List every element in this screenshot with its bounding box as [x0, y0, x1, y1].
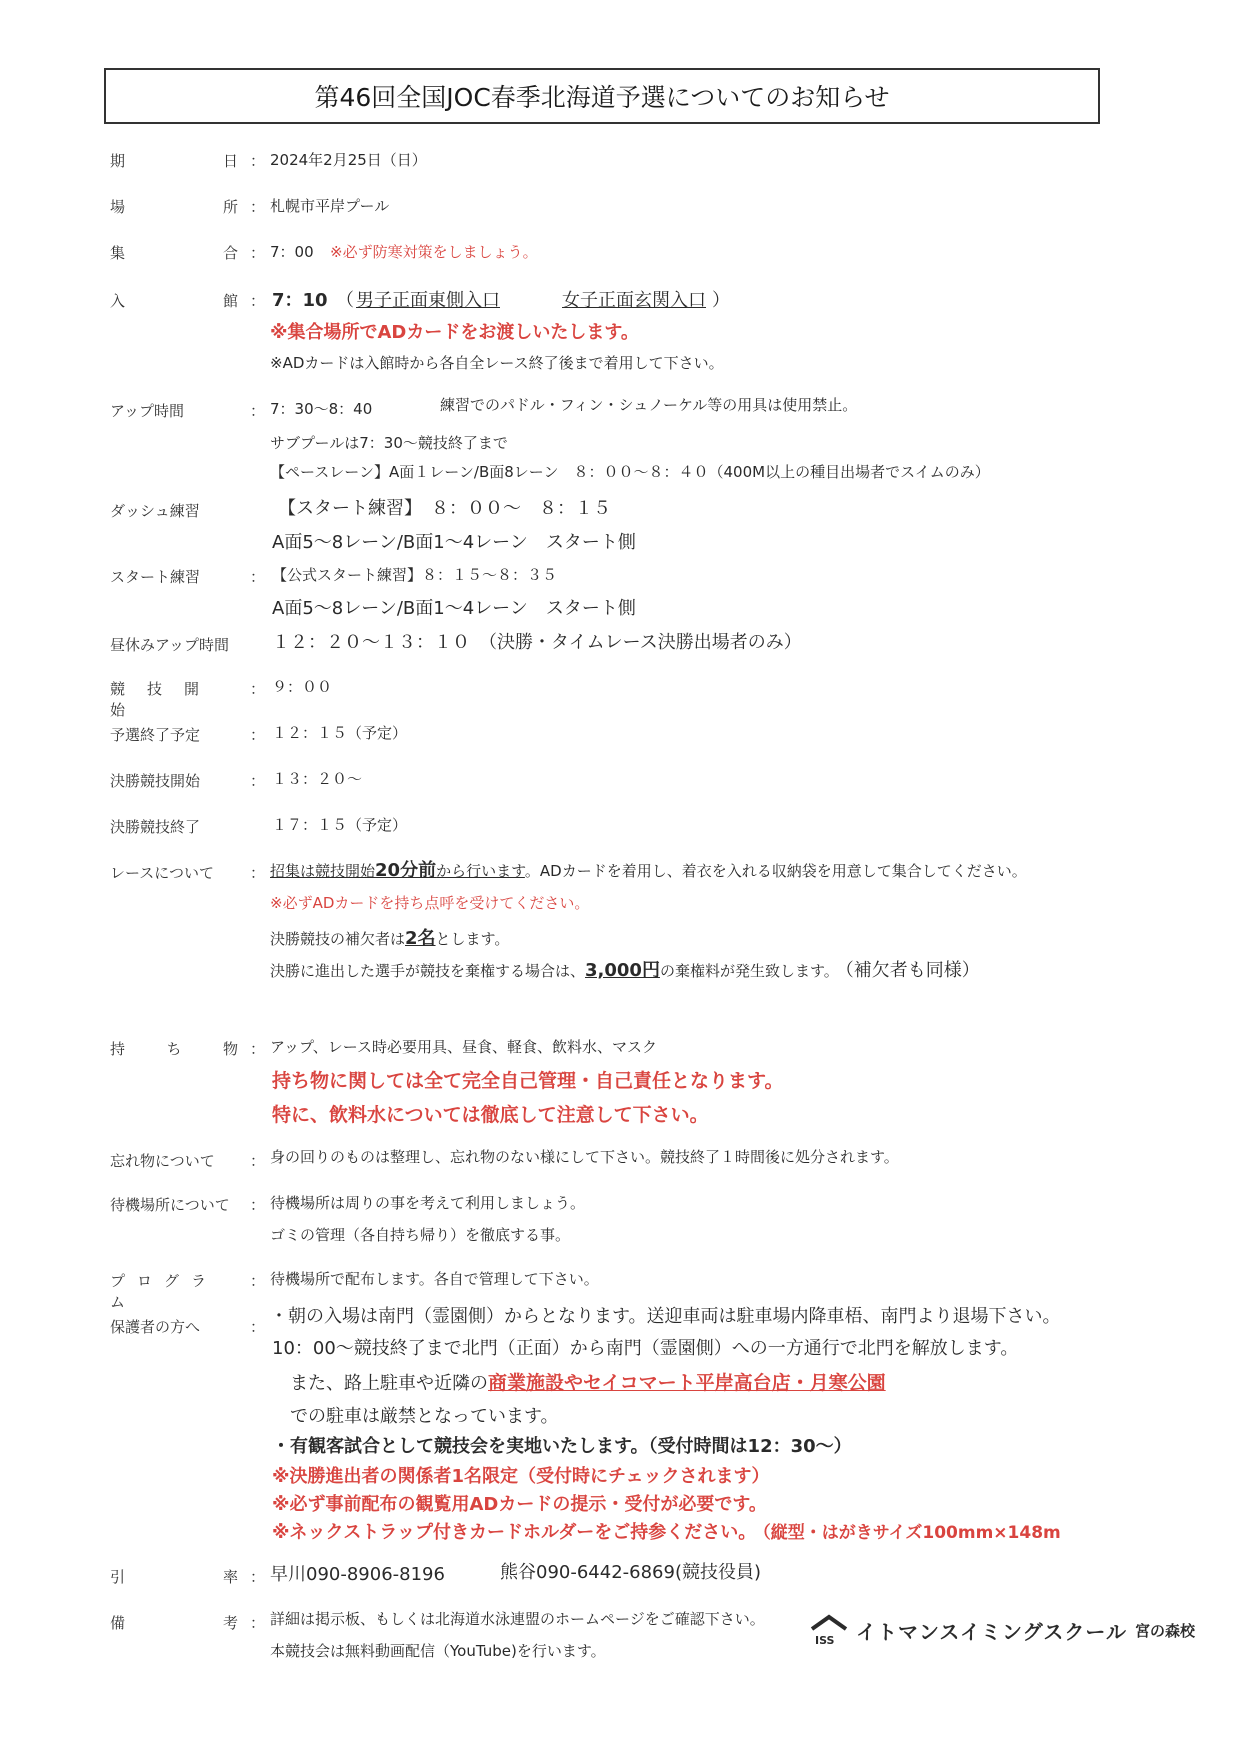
date-value: 2024年2月25日（日） [270, 151, 427, 169]
leader-contact-1: 早川090-8906-8196 [270, 1564, 445, 1585]
entry-note-red: ※集合場所でADカードをお渡しいたします。 [270, 322, 639, 343]
waiting-line-1: 待機場所は周りの事を考えて利用しましょう。 [270, 1194, 586, 1212]
leader-contact-2: 熊谷090-6442-6869(競技役員) [500, 1562, 762, 1583]
page-title: 第46回全国JOC春季北海道予選についてのお知らせ [104, 68, 1100, 124]
house-icon [810, 1613, 848, 1647]
warmup-rule: 練習でのパドル・フィン・シュノーケル等の用具は使用禁止。 [440, 396, 858, 414]
label-waiting: 待機場所について [110, 1196, 230, 1214]
lost-value: 身の回りのものは整理し、忘れ物のない様にして下さい。競技終了１時間後に処分されます。 [270, 1148, 899, 1166]
label-entry: 入 館 [110, 292, 238, 310]
colon: ： [250, 1040, 266, 1058]
label-notes: 備 考 [110, 1614, 238, 1632]
colon: ： [250, 292, 266, 310]
start-title: 【公式スタート練習】８：１５～８：３５ [272, 566, 558, 584]
items-warning-1: 持ち物に関しては全て完全自己管理・自己責任となります。 [272, 1070, 784, 1092]
entry-time: 7：10 [272, 290, 328, 311]
school-logo [810, 1610, 1195, 1650]
start-lanes: A面5～8レーン/B面1～4レーン スタート側 [272, 598, 636, 619]
label-start: スタート練習 [110, 568, 201, 586]
lunch-value: １２：２０～１３：１０ （決勝・タイムレース決勝出場者のみ） [272, 632, 802, 653]
colon: ： [250, 244, 266, 262]
colon: ： [250, 1318, 266, 1336]
race-line-3: 決勝競技の補欠者は2名とします。 [270, 928, 510, 949]
final-end-value: １７：１５（予定） [272, 816, 408, 834]
entry-close-paren: ） [712, 290, 730, 311]
place-value: 札幌市平岸プール [270, 197, 390, 215]
colon: ： [250, 1272, 266, 1290]
label-leader: 引 率 [110, 1568, 238, 1586]
notes-line-2: 本競技会は無料動画配信（YouTube)を行います。 [270, 1642, 606, 1660]
label-warmup: アップ時間 [110, 402, 184, 420]
colon: ： [250, 864, 266, 882]
label-final-end: 決勝競技終了 [110, 818, 201, 836]
colon: ： [250, 680, 266, 698]
label-comp-start: 競技開始 [110, 680, 222, 719]
guardians-line-7: ※必ず事前配布の観覧用ADカードの提示・受付が必要です。 [272, 1494, 767, 1515]
colon: ： [250, 568, 266, 586]
race-line-1: 招集は競技開始20分前から行います。ADカードを着用し、着衣を入れる収納袋を用意して集合してください。 [270, 860, 1027, 881]
program-value: 待機場所で配布します。各自で管理して下さい。 [270, 1270, 599, 1288]
label-lunch: 昼休みアップ時間 [110, 636, 229, 654]
colon: ： [250, 1152, 266, 1170]
label-guardians: 保護者の方へ [110, 1318, 201, 1336]
label-place: 場 所 [110, 198, 238, 216]
race-line-2: ※必ずADカードを持ち点呼を受けてください。 [270, 894, 590, 912]
entry-note: ※ADカードは入館時から各自全レース終了後まで着用して下さい。 [270, 354, 724, 372]
comp-start-value: ９：００ [272, 678, 333, 696]
guardians-line-1: ・朝の入場は南門（霊園側）からとなります。送迎車両は駐車場内降車梧、南門より退場下さい。 [270, 1306, 1061, 1327]
guardians-line-6: ※決勝進出者の関係者1名限定（受付時にチェックされます） [272, 1466, 770, 1487]
label-lost: 忘れ物について [110, 1152, 215, 1170]
colon: ： [250, 772, 266, 790]
items-warning-2: 特に、飲料水については徹底して注意して下さい。 [272, 1104, 709, 1126]
items-list: アップ、レース時必要用具、昼食、軽食、飲料水、マスク [270, 1038, 658, 1056]
waiting-line-2: ゴミの管理（各自持ち帰り）を徹底する事。 [270, 1226, 571, 1244]
entry-male-gate: 男子正面東側入口 [356, 290, 500, 311]
label-date: 期 日 [110, 152, 238, 170]
warmup-time: 7：30～8：40 [270, 400, 373, 418]
label-final-start: 決勝競技開始 [110, 772, 201, 790]
colon: ： [250, 1196, 266, 1214]
colon: ： [250, 1614, 266, 1632]
gather-time: 7：00 [270, 243, 314, 261]
final-start-value: １３：２０～ [272, 770, 363, 788]
colon: ： [250, 726, 266, 744]
label-gather: 集 合 [110, 244, 238, 262]
dash-title: 【スタート練習】 ８：００～ ８：１５ [278, 498, 611, 519]
colon: ： [250, 198, 266, 216]
logo-text: イトマンスイミングスクール [856, 1619, 1127, 1644]
notes-line-1: 詳細は掲示板、もしくは北海道水泳連盟のホームページをご確認下さい。 [270, 1610, 765, 1628]
race-line-4: 決勝に進出した選手が競技を棄権する場合は、3,000円の棄権料が発生致します。 （補欠者も同様） [270, 960, 980, 981]
entry-female-gate: 女子正面玄関入口 [562, 290, 706, 311]
guardians-line-5: ・有観客試合として競技会を実地いたします。（受付時間は12：30～） [272, 1436, 852, 1457]
guardians-line-2: 10：00～競技終了まで北門（正面）から南門（霊園側）への一方通行で北門を解放します。 [272, 1338, 1019, 1359]
label-items: 持 ち 物 [110, 1040, 238, 1058]
label-race: レースについて [110, 864, 214, 882]
label-program: プログラム [110, 1272, 219, 1311]
colon: ： [250, 1568, 266, 1586]
warmup-pace: 【ペースレーン】A面１レーン/B面8レーン ８：００～８：４０（400M以上の種目出場者でスイムのみ） [270, 463, 990, 481]
guardians-line-4: での駐車は厳禁となっています。 [290, 1406, 559, 1427]
dash-lanes: A面5～8レーン/B面1～4レーン スタート側 [272, 532, 636, 553]
logo-mark: ISS [815, 1634, 835, 1647]
colon: ： [250, 402, 266, 420]
guardians-line-3: また、路上駐車や近隣の商業施設やセイコマート平岸高台店・月寒公園 [290, 1372, 886, 1394]
warmup-sub: サブプールは7：30～競技終了まで [270, 434, 508, 452]
gather-note: ※必ず防寒対策をしましょう。 [330, 243, 538, 261]
entry-open-paren: （ [336, 290, 354, 311]
prelim-end-value: １２：１５（予定） [272, 724, 408, 742]
colon: ： [250, 152, 266, 170]
logo-branch: 宮の森校 [1135, 1621, 1196, 1640]
label-prelim-end: 予選終了予定 [110, 726, 201, 744]
label-dash: ダッシュ練習 [110, 502, 200, 520]
guardians-line-8: ※ネックストラップ付きカードホルダーをご持参ください。 （縦型・はがきサイズ100mm×148m [272, 1522, 1061, 1543]
